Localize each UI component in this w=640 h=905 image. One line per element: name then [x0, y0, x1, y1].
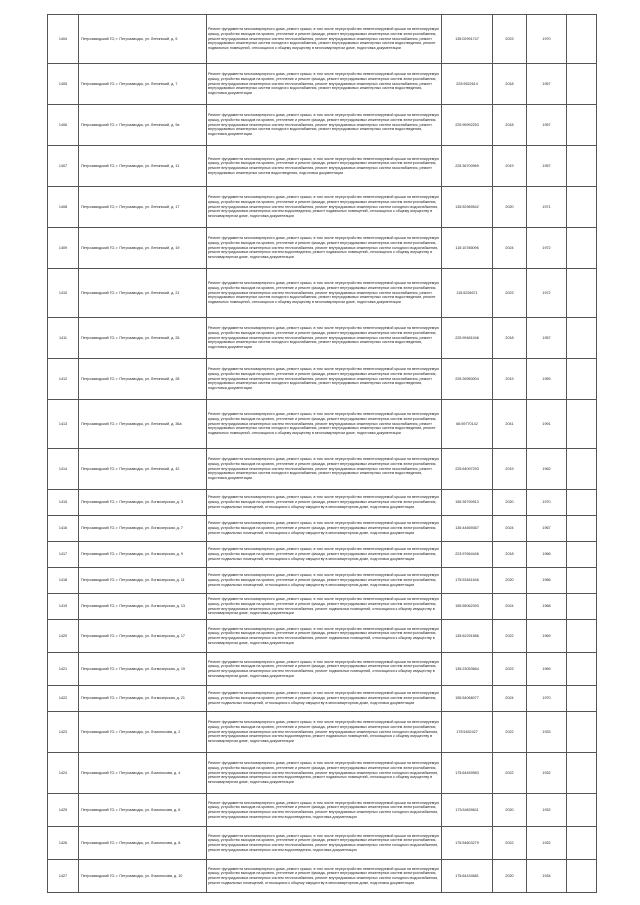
row-number: 1426: [48, 827, 79, 860]
empty-cell: [567, 269, 597, 318]
empty-cell: [567, 449, 597, 490]
cadastral-number: 175:54639611: [442, 794, 493, 827]
planned-year: 2020: [493, 794, 527, 827]
cadastral-number: 225:9522614: [442, 64, 493, 105]
cadastral-number: 135:02991747: [442, 15, 493, 64]
repair-works: Ремонт фундамента многоквартирного дома, ремонт крыши, в том числе переустройство невентилируемой крыши на вентилируемую крышу, устройство выходов на кровлю, утепление и ремонт фасада, ремонт внутридомовых инженерных систем электроснабжения, ремонт подвальных помещений, относящихся к общему имуществу в многоквартирном доме, подготовка документации: [207, 490, 442, 516]
planned-year: 2019: [493, 359, 527, 400]
empty-cell: [567, 594, 597, 620]
empty-cell: [567, 827, 597, 860]
built-year: 1991: [527, 400, 567, 449]
built-year: 1970: [527, 490, 567, 516]
repair-works: Ремонт фундамента многоквартирного дома, ремонт крыши, в том числе переустройство невентилируемой крыши на вентилируемую крышу, устройство выходов на кровлю, утепление и ремонт фасада, ремонт внутридомовых инженерных систем электроснабжения, ремонт внутридомовых инженерных систем теплоснабжения, ремонт внутридомовых инженерных систем холодного водоснабжения, ремонт внутридомовых инженерных систем водоотведения, ремонт подвальных помещений, относящихся к общему имуществу в многоквартирном доме, подготовка документации: [207, 187, 442, 228]
row-number: 1418: [48, 568, 79, 594]
empty-cell: [567, 15, 597, 64]
table-row: [48, 653, 597, 686]
empty-cell: [567, 753, 597, 794]
cadastral-number: 225:99481046: [442, 318, 493, 359]
planned-year: 2020: [493, 860, 527, 893]
cadastral-number: 225:64097293: [442, 449, 493, 490]
table-row: [48, 64, 597, 105]
built-year: 1957: [527, 105, 567, 146]
empty-cell: [567, 653, 597, 686]
house-address: Петрозаводский ГО, г. Петрозаводск, ул. Ленинский, д. 28: [79, 359, 207, 400]
house-address: Петрозаводский ГО, г. Петрозаводск, ул. Ломоносова, д. 8: [79, 827, 207, 860]
empty-cell: [567, 794, 597, 827]
house-address: Петрозаводский ГО, г. Петрозаводск, ул. Ломоносова, д. 6: [79, 794, 207, 827]
built-year: 1972: [527, 228, 567, 269]
row-number: 1423: [48, 712, 79, 753]
empty-cell: [567, 359, 597, 400]
empty-cell: [567, 146, 597, 187]
table-row: [48, 542, 597, 568]
planned-year: 2022: [493, 753, 527, 794]
table-row: [48, 620, 597, 653]
repair-works: Ремонт фундамента многоквартирного дома, ремонт крыши, в том числе переустройство невентилируемой крыши на вентилируемую крышу, устройство выходов на кровлю, утепление и ремонт фасада, ремонт внутридомовых инженерных систем электроснабжения, ремонт подвальных помещений, относящихся к общему имуществу в многоквартирном доме, подготовка документации: [207, 686, 442, 712]
row-number: 1417: [48, 542, 79, 568]
planned-year: 2041: [493, 400, 527, 449]
row-number: 1411: [48, 318, 79, 359]
built-year: 1932: [527, 753, 567, 794]
empty-cell: [567, 860, 597, 893]
house-address: Петрозаводский ГО, г. Петрозаводск, ул. Логмозерская, д. 7: [79, 516, 207, 542]
house-address: Петрозаводский ГО, г. Петрозаводск, ул. Логмозерская, д. 9: [79, 542, 207, 568]
empty-cell: [567, 542, 597, 568]
row-number: 1404: [48, 15, 79, 64]
built-year: 1966: [527, 568, 567, 594]
repair-works: Ремонт фундамента многоквартирного дома, ремонт крыши, в том числе переустройство невентилируемой крыши на вентилируемую крышу, устройство выходов на кровлю, утепление и ремонт фасада, ремонт внутридомовых инженерных систем электроснабжения, ремонт внутридомовых инженерных систем теплоснабжения, ремонт внутридомовых инженерных систем газоснабжения, ремонт внутридомовых инженерных систем холодного водоснабжения, ремонт внутридомовых инженерных систем водоотведения, подготовка документации: [207, 105, 442, 146]
empty-cell: [567, 318, 597, 359]
table-row: [48, 490, 597, 516]
row-number: 1419: [48, 594, 79, 620]
row-number: 1410: [48, 269, 79, 318]
planned-year: 2023: [493, 15, 527, 64]
house-address: Петрозаводский ГО, г. Петрозаводск, ул. Ленинский, д. 17: [79, 187, 207, 228]
table-row: [48, 228, 597, 269]
empty-cell: [567, 712, 597, 753]
cadastral-number: 175:54603279: [442, 827, 493, 860]
planned-year: 2020: [493, 568, 527, 594]
built-year: 1971: [527, 187, 567, 228]
empty-cell: [567, 187, 597, 228]
house-address: Петрозаводский ГО, г. Петрозаводск, ул. Ломоносова, д. 2: [79, 712, 207, 753]
built-year: 1932: [527, 794, 567, 827]
table-body: [48, 15, 597, 893]
house-address: Петрозаводский ГО, г. Петрозаводск, ул. Логмозерская, д. 11: [79, 568, 207, 594]
table-row: [48, 269, 597, 318]
table-row: [48, 827, 597, 860]
row-number: 1421: [48, 653, 79, 686]
table-row: [48, 400, 597, 449]
built-year: 1972: [527, 269, 567, 318]
row-number: 1427: [48, 860, 79, 893]
repair-works: Ремонт фундамента многоквартирного дома, ремонт крыши, в том числе переустройство невентилируемой крыши на вентилируемую крышу, устройство выходов на кровлю, утепление и ремонт фасада, ремонт внутридомовых инженерных систем электроснабжения, ремонт внутридомовых инженерных систем теплоснабжения, ремонт внутридомовых инженерных систем газоснабжения, ремонт внутридомовых инженерных систем холодного водоснабжения, ремонт внутридомовых инженерных систем водоотведения, подготовка документации: [207, 64, 442, 105]
planned-year: 2022: [493, 827, 527, 860]
table-row: [48, 753, 597, 794]
empty-cell: [567, 516, 597, 542]
repair-works: Ремонт фундамента многоквартирного дома, ремонт крыши, в том числе переустройство невентилируемой крыши на вентилируемую крышу, устройство выходов на кровлю, утепление и ремонт фасада, ремонт внутридомовых инженерных систем электроснабжения, ремонт подвальных помещений, относящихся к общему имуществу в многоквартирном доме, подготовка документации: [207, 516, 442, 542]
capital-repair-table: [47, 14, 597, 893]
cadastral-number: 66:59770142: [442, 400, 493, 449]
repair-works: Ремонт фундамента многоквартирного дома, ремонт крыши, в том числе переустройство невентилируемой крыши на вентилируемую крышу, устройство выходов на кровлю, утепление и ремонт фасада, ремонт внутридомовых инженерных систем электроснабжения, ремонт внутридомовых инженерных систем теплоснабжения, ремонт внутридомовых инженерных систем газоснабжения, ремонт внутридомовых инженерных систем водоотведения, подготовка документации: [207, 146, 442, 187]
planned-year: 2018: [493, 542, 527, 568]
repair-works: Ремонт фундамента многоквартирного дома, ремонт крыши, в том числе переустройство невентилируемой крыши на вентилируемую крышу, устройство выходов на кровлю, утепление и ремонт фасада, ремонт внутридомовых инженерных систем электроснабжения, ремонт внутридомовых инженерных систем теплоснабжения, ремонт внутридомовых инженерных систем холодного водоснабжения, ремонт внутридомовых инженерных систем водоотведения, ремонт подвальных помещений, относящихся к общему имуществу в многоквартирном доме, подготовка документации: [207, 712, 442, 753]
table-row: [48, 187, 597, 228]
built-year: 1957: [527, 146, 567, 187]
cadastral-number: 155:35790913: [442, 490, 493, 516]
cadastral-number: 115:5226671: [442, 269, 493, 318]
built-year: 1970: [527, 686, 567, 712]
planned-year: 2022: [493, 620, 527, 653]
cadastral-number: 155:55062393: [442, 594, 493, 620]
built-year: 1969: [527, 620, 567, 653]
planned-year: 2023: [493, 269, 527, 318]
house-address: Петрозаводский ГО, г. Петрозаводск, ул. Ленинский, д. 9а: [79, 105, 207, 146]
planned-year: 2024: [493, 228, 527, 269]
planned-year: 2022: [493, 712, 527, 753]
table-row: [48, 15, 597, 64]
repair-works: Ремонт фундамента многоквартирного дома, ремонт крыши, в том числе переустройство невентилируемой крыши на вентилируемую крышу, устройство выходов на кровлю, утепление и ремонт фасада, ремонт внутридомовых инженерных систем электроснабжения, ремонт внутридомовых инженерных систем теплоснабжения, ремонт внутридомовых инженерных систем холодного водоснабжения, ремонт внутридомовых инженерных систем водоотведения, ремонт подвальных помещений, относящихся к общему имуществу в многоквартирном доме, подготовка документации: [207, 228, 442, 269]
planned-year: 2019: [493, 449, 527, 490]
built-year: 1934: [527, 860, 567, 893]
planned-year: 2020: [493, 187, 527, 228]
table-row: [48, 359, 597, 400]
built-year: 1967: [527, 516, 567, 542]
house-address: Петрозаводский ГО, г. Петрозаводск, ул. Логмозерская, д. 17: [79, 620, 207, 653]
house-address: Петрозаводский ГО, г. Петрозаводск, ул. Ленинский, д. 26: [79, 318, 207, 359]
table-row: [48, 712, 597, 753]
house-address: Петрозаводский ГО, г. Петрозаводск, ул. Ленинский, д. 19: [79, 228, 207, 269]
empty-cell: [567, 228, 597, 269]
built-year: 1959: [527, 359, 567, 400]
repair-works: Ремонт фундамента многоквартирного дома, ремонт крыши, в том числе переустройство невентилируемой крыши на вентилируемую крышу, устройство выходов на кровлю, утепление и ремонт фасада, ремонт внутридомовых инженерных систем электроснабжения, ремонт подвальных помещений, относящихся к общему имуществу в многоквартирном доме, подготовка документации: [207, 542, 442, 568]
table-row: [48, 449, 597, 490]
built-year: 1932: [527, 827, 567, 860]
table-row: [48, 568, 597, 594]
planned-year: 2024: [493, 686, 527, 712]
house-address: Петрозаводский ГО, г. Петрозаводск, ул. Ленинский, д. 7: [79, 64, 207, 105]
cadastral-number: 135:23053664: [442, 653, 493, 686]
cadastral-number: 135:52989542: [442, 187, 493, 228]
row-number: 1413: [48, 400, 79, 449]
house-address: Петрозаводский ГО, г. Петрозаводск, ул. Логмозерская, д. 21: [79, 686, 207, 712]
planned-year: 2018: [493, 318, 527, 359]
planned-year: 2020: [493, 490, 527, 516]
cadastral-number: 135:62291586: [442, 620, 493, 653]
row-number: 1424: [48, 753, 79, 794]
house-address: Петрозаводский ГО, г. Петрозаводск, ул. Ленинский, д. 11: [79, 146, 207, 187]
table-row: [48, 146, 597, 187]
house-address: Петрозаводский ГО, г. Петрозаводск, ул. Логмозерская, д. 3: [79, 490, 207, 516]
cadastral-number: 175:53461646: [442, 568, 493, 594]
repair-works: Ремонт фундамента многоквартирного дома, ремонт крыши, в том числе переустройство невентилируемой крыши на вентилируемую крышу, устройство выходов на кровлю, утепление и ремонт фасада, ремонт внутридомовых инженерных систем электроснабжения, ремонт внутридомовых инженерных систем теплоснабжения, ремонт внутридомовых инженерных систем холодного водоснабжения, ремонт внутридомовых инженерных систем водоотведения, подготовка документации: [207, 794, 442, 827]
house-address: Петрозаводский ГО, г. Петрозаводск, ул. Ломоносова, д. 10: [79, 860, 207, 893]
cadastral-number: 175:64459983: [442, 753, 493, 794]
built-year: 1969: [527, 653, 567, 686]
house-address: Петрозаводский ГО, г. Петрозаводск, ул. Ленинский, д. 21: [79, 269, 207, 318]
cadastral-number: 223:97664446: [442, 542, 493, 568]
repair-works: Ремонт фундамента многоквартирного дома, ремонт крыши, в том числе переустройство невентилируемой крыши на вентилируемую крышу, устройство выходов на кровлю, утепление и ремонт фасада, ремонт внутридомовых инженерных систем электроснабжения, ремонт внутридомовых инженерных систем теплоснабжения, ремонт внутридомовых инженерных систем холодного водоснабжения, ремонт внутридомовых инженерных систем водоотведения, подготовка документации: [207, 827, 442, 860]
repair-works: Ремонт фундамента многоквартирного дома, ремонт крыши, в том числе переустройство невентилируемой крыши на вентилируемую крышу, устройство выходов на кровлю, утепление и ремонт фасада, ремонт внутридомовых инженерных систем электроснабжения, ремонт внутридомовых инженерных систем теплоснабжения, ремонт внутридомовых инженерных систем холодного водоснабжения, ремонт подвальных помещений, относящихся к общему имуществу в многоквартирном доме, подготовка документации: [207, 860, 442, 893]
row-number: 1405: [48, 64, 79, 105]
table-row: [48, 794, 597, 827]
planned-year: 2023: [493, 653, 527, 686]
cadastral-number: 155:54066077: [442, 686, 493, 712]
built-year: 1968: [527, 594, 567, 620]
table-row: [48, 860, 597, 893]
cadastral-number: 225:95992253: [442, 105, 493, 146]
document-page: [47, 14, 596, 893]
row-number: 1408: [48, 187, 79, 228]
row-number: 1425: [48, 794, 79, 827]
built-year: 1970: [527, 15, 567, 64]
repair-works: Ремонт фундамента многоквартирного дома, ремонт крыши, в том числе переустройство невентилируемой крыши на вентилируемую крышу, устройство выходов на кровлю, утепление и ремонт фасада, ремонт внутридомовых инженерных систем электроснабжения, ремонт внутридомовых инженерных систем теплоснабжения, ремонт внутридомовых инженерных систем газоснабжения, ремонт внутридомовых инженерных систем холодного водоснабжения, ремонт внутридомовых инженерных систем водоотведения, ремонт подвальных помещений, относящихся к общему имуществу в многоквартирном доме, подготовка документации: [207, 269, 442, 318]
row-number: 1409: [48, 228, 79, 269]
cadastral-number: 175:64434681: [442, 860, 493, 893]
empty-cell: [567, 490, 597, 516]
table-row: [48, 318, 597, 359]
repair-works: Ремонт фундамента многоквартирного дома, ремонт крыши, в том числе переустройство невентилируемой крыши на вентилируемую крышу, устройство выходов на кровлю, утепление и ремонт фасада, ремонт внутридомовых инженерных систем электроснабжения, ремонт внутридомовых инженерных систем теплоснабжения, ремонт внутридомовых инженерных систем газоснабжения, ремонт внутридомовых инженерных систем холодного водоснабжения, ремонт внутридомовых инженерных систем водоотведения, ремонт подвальных помещений, относящихся к общему имуществу в многоквартирном доме, подготовка документации: [207, 400, 442, 449]
empty-cell: [567, 568, 597, 594]
row-number: 1415: [48, 490, 79, 516]
house-address: Петрозаводский ГО, г. Петрозаводск, ул. Ленинский, д. 42: [79, 449, 207, 490]
repair-works: Ремонт фундамента многоквартирного дома, ремонт крыши, в том числе переустройство невентилируемой крыши на вентилируемую крышу, устройство выходов на кровлю, утепление и ремонт фасада, ремонт внутридомовых инженерных систем электроснабжения, ремонт внутридомовых инженерных систем теплоснабжения, ремонт подвальных помещений, относящихся к общему имуществу в многоквартирном доме, подготовка документации: [207, 620, 442, 653]
built-year: 1966: [527, 542, 567, 568]
built-year: 1957: [527, 318, 567, 359]
repair-works: Ремонт фундамента многоквартирного дома, ремонт крыши, в том числе переустройство невентилируемой крыши на вентилируемую крышу, устройство выходов на кровлю, утепление и ремонт фасада, ремонт внутридомовых инженерных систем электроснабжения, ремонт внутридомовых инженерных систем теплоснабжения, ремонт подвальных помещений, относящихся к общему имуществу в многоквартирном доме, подготовка документации: [207, 653, 442, 686]
empty-cell: [567, 105, 597, 146]
built-year: 1962: [527, 449, 567, 490]
row-number: 1414: [48, 449, 79, 490]
planned-year: 2019: [493, 146, 527, 187]
house-address: Петрозаводский ГО, г. Петрозаводск, ул. Ленинский, д. 5: [79, 15, 207, 64]
repair-works: Ремонт фундамента многоквартирного дома, ремонт крыши, в том числе переустройство невентилируемой крыши на вентилируемую крышу, устройство выходов на кровлю, утепление и ремонт фасада, ремонт внутридомовых инженерных систем электроснабжения, ремонт внутридомовых инженерных систем теплоснабжения, ремонт внутридомовых инженерных систем холодного водоснабжения, ремонт внутридомовых инженерных систем водоотведения, ремонт подвальных помещений, относящихся к общему имуществу в многоквартирном доме, подготовка документации: [207, 753, 442, 794]
house-address: Петрозаводский ГО, г. Петрозаводск, ул. Ленинский, д. 36а: [79, 400, 207, 449]
built-year: 1957: [527, 64, 567, 105]
row-number: 1412: [48, 359, 79, 400]
empty-cell: [567, 64, 597, 105]
empty-cell: [567, 400, 597, 449]
house-address: Петрозаводский ГО, г. Петрозаводск, ул. Логмозерская, д. 13: [79, 594, 207, 620]
planned-year: 2024: [493, 516, 527, 542]
row-number: 1416: [48, 516, 79, 542]
repair-works: Ремонт фундамента многоквартирного дома, ремонт крыши, в том числе переустройство невентилируемой крыши на вентилируемую крышу, устройство выходов на кровлю, утепление и ремонт фасада, ремонт внутридомовых инженерных систем электроснабжения, ремонт внутридомовых инженерных систем теплоснабжения, ремонт подвальных помещений, относящихся к общему имуществу в многоквартирном доме, подготовка документации: [207, 594, 442, 620]
row-number: 1407: [48, 146, 79, 187]
row-number: 1406: [48, 105, 79, 146]
table-row: [48, 594, 597, 620]
cadastral-number: 225:36700969: [442, 146, 493, 187]
repair-works: Ремонт фундамента многоквартирного дома, ремонт крыши, в том числе переустройство невентилируемой крыши на вентилируемую крышу, устройство выходов на кровлю, утепление и ремонт фасада, ремонт внутридомовых инженерных систем электроснабжения, ремонт внутридомовых инженерных систем теплоснабжения, ремонт внутридомовых инженерных систем газоснабжения, ремонт внутридомовых инженерных систем холодного водоснабжения, ремонт внутридомовых инженерных систем водоотведения, ремонт подвальных помещений, относящихся к общему имуществу в многоквартирном доме, подготовка документации: [207, 15, 442, 64]
planned-year: 2018: [493, 64, 527, 105]
empty-cell: [567, 686, 597, 712]
table-row: [48, 516, 597, 542]
cadastral-number: 225:26950004: [442, 359, 493, 400]
cadastral-number: 135:44659367: [442, 516, 493, 542]
cadastral-number: 115:10786096: [442, 228, 493, 269]
house-address: Петрозаводский ГО, г. Петрозаводск, ул. Ломоносова, д. 4: [79, 753, 207, 794]
repair-works: Ремонт фундамента многоквартирного дома, ремонт крыши, в том числе переустройство невентилируемой крыши на вентилируемую крышу, устройство выходов на кровлю, утепление и ремонт фасада, ремонт внутридомовых инженерных систем электроснабжения, ремонт внутридомовых инженерных систем теплоснабжения, ремонт внутридомовых инженерных систем газоснабжения, ремонт внутридомовых инженерных систем холодного водоснабжения, ремонт внутридомовых инженерных систем водоотведения, подготовка документации: [207, 449, 442, 490]
table-row: [48, 105, 597, 146]
planned-year: 2018: [493, 105, 527, 146]
row-number: 1422: [48, 686, 79, 712]
house-address: Петрозаводский ГО, г. Петрозаводск, ул. Логмозерская, д. 19: [79, 653, 207, 686]
planned-year: 2024: [493, 594, 527, 620]
built-year: 1933: [527, 712, 567, 753]
empty-cell: [567, 620, 597, 653]
repair-works: Ремонт фундамента многоквартирного дома, ремонт крыши, в том числе переустройство невентилируемой крыши на вентилируемую крышу, устройство выходов на кровлю, утепление и ремонт фасада, ремонт внутридомовых инженерных систем электроснабжения, ремонт подвальных помещений, относящихся к общему имуществу в многоквартирном доме, подготовка документации: [207, 568, 442, 594]
table-row: [48, 686, 597, 712]
repair-works: Ремонт фундамента многоквартирного дома, ремонт крыши, в том числе переустройство невентилируемой крыши на вентилируемую крышу, устройство выходов на кровлю, утепление и ремонт фасада, ремонт внутридомовых инженерных систем электроснабжения, ремонт внутридомовых инженерных систем теплоснабжения, ремонт внутридомовых инженерных систем газоснабжения, ремонт внутридомовых инженерных систем холодного водоснабжения, ремонт внутридомовых инженерных систем водоотведения, подготовка документации: [207, 359, 442, 400]
repair-works: Ремонт фундамента многоквартирного дома, ремонт крыши, в том числе переустройство невентилируемой крыши на вентилируемую крышу, устройство выходов на кровлю, утепление и ремонт фасада, ремонт внутридомовых инженерных систем электроснабжения, ремонт внутридомовых инженерных систем теплоснабжения, ремонт внутридомовых инженерных систем газоснабжения, ремонт внутридомовых инженерных систем холодного водоснабжения, ремонт внутридомовых инженерных систем водоотведения, подготовка документации: [207, 318, 442, 359]
row-number: 1420: [48, 620, 79, 653]
cadastral-number: 175:5452427: [442, 712, 493, 753]
